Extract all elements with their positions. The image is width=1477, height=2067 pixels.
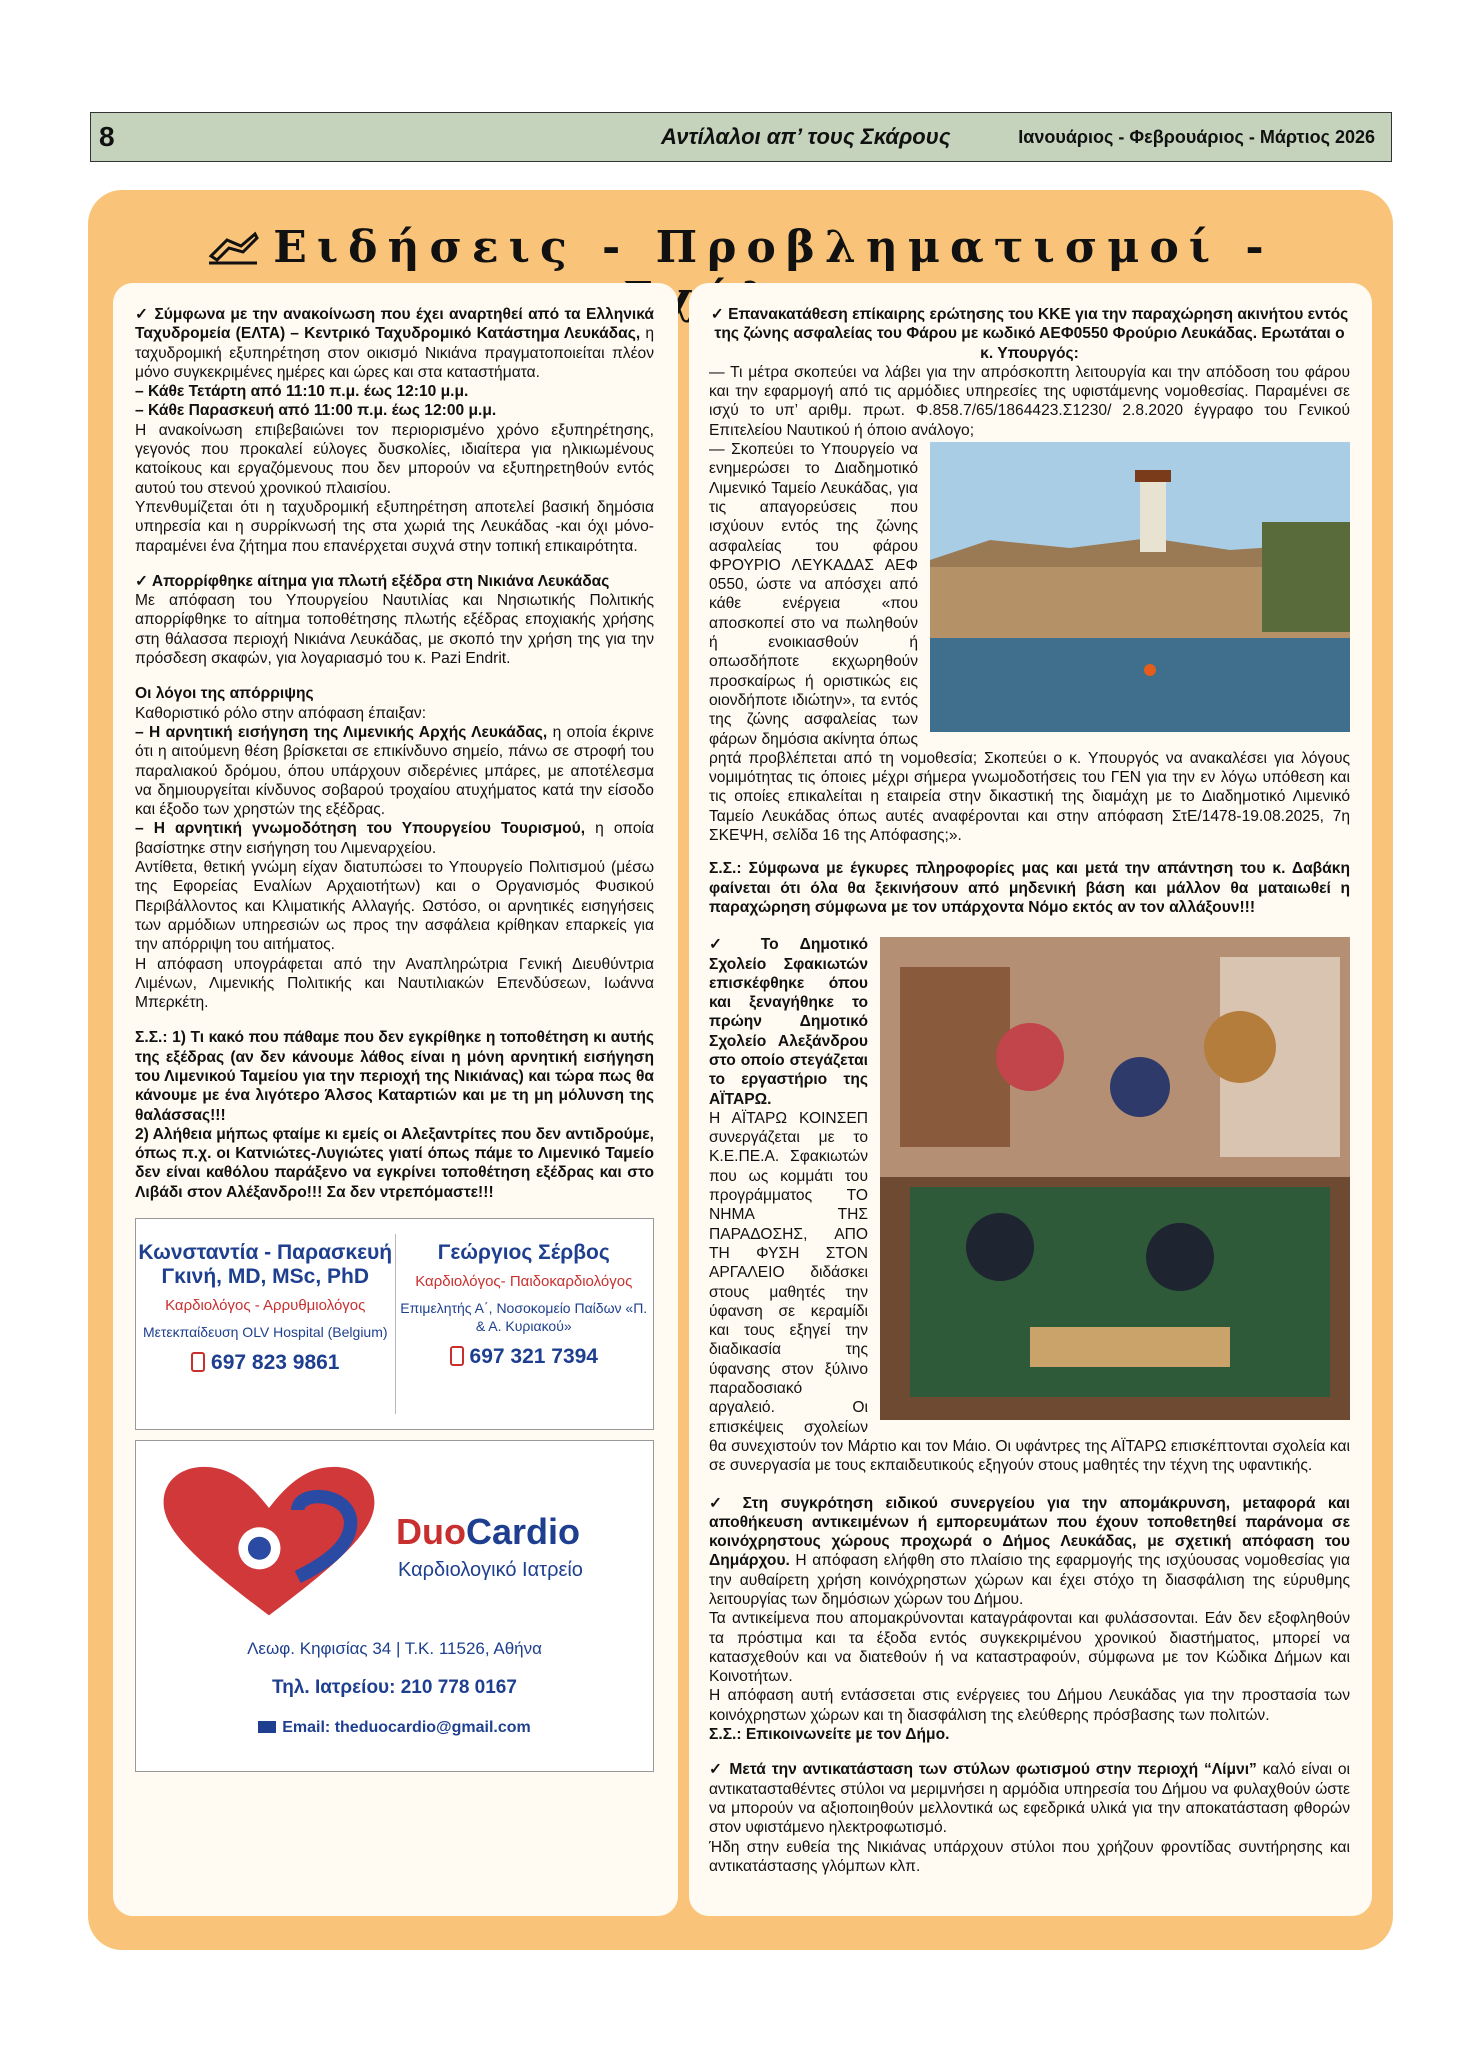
article-lighthouse <box>709 305 1350 917</box>
article-title: ✓ Επανακατάθεση επίκαιρης ερώτησης του ΚΚΕ για την παραχώρηση ακινήτου εντός της ζώνης ασφαλείας του Φάρου με κωδικό ΑΕΦ0550 Φρούριο Λευκάδας. Ερωτάται ο κ. Υπουργός: <box>710 306 1349 362</box>
reason-title: – Η αρνητική εισήγηση της Λιμενικής Αρχής Λευκάδας, <box>135 723 548 741</box>
article-weaving <box>709 935 1350 1475</box>
lighthouse-fortress-photo <box>930 442 1350 732</box>
article-public-spaces <box>709 1494 1350 1745</box>
article-text: Η ανακοίνωση επιβεβαιώνει τον περιορισμένο χρόνο εξυπηρέτησης, γεγονός που προκαλεί εύλογες δυσκολίες, ιδιαίτερα για ηλικιωμένους κατοίκους και εργαζόμενους που δεν μπορούν να εξυπηρετηθούν εντός αυτού του στενού χρονικού πλαισίου. <box>135 421 654 497</box>
article-title: ✓ Μετά την αντικατάσταση των στύλων φωτισμού στην περιοχή “Λίμνι” <box>709 1761 1257 1779</box>
article-text: Υπενθυμίζεται ότι η ταχυδρομική εξυπηρέτηση αποτελεί βασική δημόσια υπηρεσία και η συρρίκνωσή της στα χωριά της Λευκάδας -και όχι μόνο- παραμένει ένα ζήτημα που επανέρχεται συχνά στην τοπική επικαιρότητα. <box>135 498 654 555</box>
doctor-card <box>136 1219 395 1429</box>
clinic-email <box>136 1719 653 1737</box>
article-text: Η ΑΪΤΑΡΩ ΚΟΙΝΣΕΠ συνεργάζεται με το Κ.Ε.ΠΕ.Α. Σφακιωτών που ως κομμάτι του προγράμματος ΤΟ ΝΗΜΑ ΤΗΣ ΠΑΡΑΔΟΣΗΣ, ΑΠΟ ΤΗ ΦΥΣΗ ΣΤΟΝ ΑΡΓΑΛΕΙΟ διδάσκει στους μαθητές την ύφανση σε κεραμίδι και τους εξηγεί την διαδικασία της ύφανσης στον ξύλινο παραδοσιακό αργαλειό. Οι επισκέψεις σχολείων θα συνεχιστούν τον Μάρτιο και τον Μάιο. Οι υφάντρες της ΑΪΤΑΡΩ επισκέπτονται σχολεία και σε συνεργασία με τους εκπαιδευτικούς εξηγούν στους μαθητές την τέχνη της υφαντικής. <box>709 1109 1350 1475</box>
left-column <box>113 283 678 1916</box>
email-text: Email: theduocardio@gmail.com <box>282 1719 531 1737</box>
article-rejection-reasons <box>135 684 654 1012</box>
article-title: Οι λόγοι της απόρριψης <box>135 685 314 703</box>
news-section <box>88 190 1393 1950</box>
doctor-extra: Μετεκπαίδευση OLV Hospital (Belgium) <box>142 1324 388 1341</box>
section-title-text: Ειδήσεις - Προβληματισμοί - <box>273 222 1274 273</box>
page-header <box>90 112 1392 162</box>
right-column <box>689 283 1372 1916</box>
editor-comment <box>135 1028 654 1202</box>
article-pier <box>135 572 654 668</box>
writing-hand-icon <box>207 226 259 266</box>
article-text: η ταχυδρομική εξυπηρέτηση στον οικισμό Νικιάνα πραγματοποιείται πλέον μόνο συγκεκριμένες ημέρες και ώρες και στα καταστήματα. <box>135 325 654 381</box>
brand-part: Duo <box>396 1511 466 1553</box>
doctor-phone <box>395 1345 654 1369</box>
issue-date: Ιανουάριος - Φεβρουάριος - Μάρτιος 2026 <box>1018 127 1375 147</box>
article-text: Η απόφαση αυτή εντάσσεται στις ενέργειες του Δήμου Λευκάδας για την προστασία των κοινόχρηστων χώρων και τη διασφάλιση της ελεύθερης πρόσβασης των πολιτών. <box>709 1687 1350 1724</box>
clinic-subtitle: Καρδιολογικό Ιατρείο <box>398 1559 583 1582</box>
schedule-friday: – Κάθε Παρασκευή από 11:00 π.μ. έως 12:00 μ.μ. <box>135 402 497 420</box>
article-text: η οποία έκρινε ότι η αιτούμενη θέση βρίσκεται σε επικίνδυνο σημείο, πάνω σε στροφή του παραλιακού δρόμου, όπου υπάρχουν σιδερένιες μπάρες, με αποτέλεσμα να δημιουργείται κίνδυνος σοβαρού τροχαίου ατυχήματος κατά την είσοδο και έξοδο των χρηστών της εξέδρας. <box>135 723 654 819</box>
doctor-name: Γεώργιος Σέρβος <box>437 1241 610 1265</box>
doctors-advert <box>135 1218 654 1430</box>
editor-comment-text: Σ.Σ.: 1) Τι κακό που πάθαμε που δεν εγκρίθηκε η τοποθέτηση κι αυτής της εξέδρας (αν δεν κάνουμε λάθος είναι η μόνη αρνητική εισήγηση του Λιμενικού Ταμείου για την περιοχή της Νικιάνας) και τώρα πως θα κάνουμε με ένα λιγότερο Άλσος Καταρτιών και με τη μη μόλυνση της θαλάσσας!!! <box>135 1029 654 1124</box>
phone-number: 697 321 7394 <box>469 1345 598 1369</box>
article-title: ✓ Το Δημοτικό Σχολείο Σφακιωτών επισκέφθηκε όπου και ξεναγήθηκε το πρώην Δημοτικό Σχολείο Αλεξάνδρου στο οποίο στεγάζεται το εργαστήριο της ΑΪΤΑΡΩ. <box>709 936 868 1108</box>
email-icon <box>258 1721 276 1733</box>
clinic-brand <box>396 1511 580 1553</box>
article-text: Καθοριστικό ρόλο στην απόφαση έπαιξαν: <box>135 704 427 722</box>
editor-comment-text: 2) Αλήθεια μήπως φταίμε κι εμείς οι Αλεξαντρίτες που δεν αντιδρούμε, όπως π.χ. οι Κατνιώτες-Λυγιώτες γιατί όπως πάμε το Λιμενικό Ταμείο δεν είναι καθόλου παράξενο να εγκρίνει τοποθέτηση εξέδρας και στο Λιβάδι στον Αλέξανδρο!!! Σα δεν ντρεπόμαστε!!! <box>135 1125 654 1201</box>
clinic-address: Λεωφ. Κηφισίας 34 | Τ.Κ. 11526, Αθήνα <box>247 1639 542 1659</box>
article-text: Με απόφαση του Υπουργείου Ναυτιλίας και Νησιωτικής Πολιτικής απορρίφθηκε το αίτημα τοποθέτησης πλωτής εξέδρας εποχιακής χρήσης στη θάλασσα περιοχή Νικιάνα Λευκάδας, με σκοπό την χρήση της για την πρόσδεση σκαφών, για λογαριασμό του κ. Pazi Endrit. <box>135 592 654 668</box>
article-text: Η απόφαση ελήφθη στο πλαίσιο της εφαρμογής της ισχύουσας νομοθεσίας για την αυθαίρετη χρήση κοινόχρηστων χώρων και έχει στόχο τη διασφάλιση της εύρυθμης λειτουργίας των δημόσιων χώρων του Δήμου. <box>709 1552 1350 1608</box>
doctor-name: Κωνσταντία - Παρασκευή Γκινή, MD, MSc, PhD <box>138 1241 393 1289</box>
clinic-advert <box>135 1440 654 1772</box>
doctor-card <box>395 1219 654 1429</box>
article-title: ✓ Απορρίφθηκε αίτημα για πλωτή εξέδρα στη Νικιάνα Λευκάδας <box>135 572 610 590</box>
phone-icon <box>191 1352 205 1372</box>
phone-icon <box>450 1346 464 1366</box>
editor-comment-text: Σ.Σ.: Σύμφωνα με έγκυρες πληροφορίες μας και μετά την απάντηση του κ. Δαβάκη φαίνεται ότι όλα θα ξεκινήσουν από μηδενική βάση και μάλλον θα ματαιωθεί η παραχώρηση σύμφωνα με τον υπάρχοντα Νόμο εκτός αν τον αλλάξουν!!! <box>709 860 1350 916</box>
heart-logo-icon <box>154 1461 384 1626</box>
phone-number: 697 823 9861 <box>211 1351 340 1375</box>
article-text: Τα αντικείμενα που απομακρύνονται καταγράφονται και φυλάσσονται. Εάν δεν εξοφληθούν τα πρόστιμα και τα έξοδα εντός συγκεκριμένου χρονικού διαστήματος, μπορεί να κατασχεθούν και να διατεθούν ή να καταστραφούν, σύμφωνα με τον Κώδικα Δήμων και Κοινοτήτων. <box>709 1610 1350 1686</box>
doctor-phone <box>136 1351 395 1375</box>
doctor-extra: Επιμελητής Α΄, Νοσοκομείο Παίδων «Π. & Α. Κυριακού» <box>400 1300 648 1335</box>
article-text: καλό είναι οι αντικατασταθέντες στύλοι να μεριμνήσει η αρμόδια υπηρεσία του Δήμου να φυλαχθούν ώστε να μπορούν να αξιοποιηθούν μελλοντικά ως εφεδρικά υλικά για την αποκατάσταση φθορών στον υφιστάμενο ηλεκτροφωτισμό. <box>709 1761 1350 1837</box>
article-text: Αντίθετα, θετική γνώμη είχαν διατυπώσει το Υπουργείο Πολιτισμού (μέσω της Εφορείας Εναλίων Αρχαιοτήτων) και ο Οργανισμός Φυσικού Περιβάλλοντος και Κλιματικής Αλλαγής. Ωστόσο, οι αρνητικές εισηγήσεις των αρμόδιων υπηρεσιών ως προς την ασφάλεια κρίθηκαν επαρκείς για την απόρριψη του αιτήματος. <box>135 859 654 954</box>
page-number: 8 <box>99 121 115 152</box>
brand-part: Cardio <box>465 1511 580 1553</box>
clinic-phone: Τηλ. Ιατρείου: 210 778 0167 <box>272 1677 517 1699</box>
article-text: η οποία βασίστηκε στην εισήγηση του Λιμεναρχείου. <box>135 820 654 857</box>
article-lead: ✓ Σύμφωνα με την ανακοίνωση που έχει αναρτηθεί από τα Ελληνικά Ταχυδρομεία (ΕΛΤΑ) – Κεντρικό Ταχυδρομικό Κατάστημα Λευκάδας, <box>135 306 654 343</box>
article-title: ✓ Στη συγκρότηση ειδικού συνεργείου για την απομάκρυνση, μεταφορά και αποθήκευση αντικειμένων ή εμπορευμάτων που έχουν τοποθετηθεί παράνομα σε κοινόχρηστους χώρους προχωρά ο Δήμος Λευκάδας, με σχετική απόφαση του Δημάρχου. <box>709 1494 1350 1570</box>
school-visit-photo <box>880 937 1350 1420</box>
article-street-lights <box>709 1760 1350 1876</box>
schedule-wednesday: – Κάθε Τετάρτη από 11:10 π.μ. έως 12:10 μ.μ. <box>135 383 469 401</box>
article-text: Ήδη στην ευθεία της Νικιάνας υπάρχουν στύλοι που χρήζουν φροντίδας συντήρησης και αντικατάστασης γλόμπων κλπ. <box>709 1838 1350 1875</box>
article-text: — Τι μέτρα σκοπεύει να λάβει για την απρόσκοπτη λειτουργία και την απόδοση του φάρου και την εφαρμογή από τις αρμόδιες υπηρεσίες της υφιστάμενης νομοθεσίας. Παραμένει σε ισχύ το υπ’ αριθμ. πρωτ. Φ.858.7/65/1864423.Σ1230/ 2.8.2020 έγγραφο του Γενικού Επιτελείου Ναυτικού ή όποιο ανάλογο; <box>709 363 1350 439</box>
doctor-specialty: Καρδιολόγος- Παιδοκαρδιολόγος <box>415 1273 633 1291</box>
article-post-office <box>135 305 654 556</box>
editor-comment-text: Σ.Σ.: Επικοινωνείτε με τον Δήμο. <box>709 1726 950 1744</box>
reason-title: – Η αρνητική γνωμοδότηση του Υπουργείου Τουρισμού, <box>135 820 586 838</box>
article-text: Η απόφαση υπογράφεται από την Αναπληρώτρια Γενική Διευθύντρια Λιμένων, Λιμενικής Πολιτικής και Ναυτιλιακών Επενδύσεων, Ιωάννα Μπερκέτη. <box>135 955 654 1012</box>
doctor-specialty: Καρδιολόγος - Αρρυθμιολόγος <box>165 1297 366 1315</box>
publication-name: Αντίλαλοι απ’ τους Σκάρους <box>661 124 951 149</box>
article-text: — Σκοπεύει το Υπουργείο να ενημερώσει το Διαδημοτικό Λιμενικό Ταμείο Λευκάδας, για τις απαγορεύσεις που ισχύουν εντός της ζώνης ασφαλείας του φάρου ΦΡΟΥΡΙΟ ΛΕΥΚΑΔΑΣ ΑΕΦ 0550, ώστε να απόσχει από κάθε ενέργεια «που αποσκοπεί στο να πωληθούν ή ενοικιασθούν ή οπωσδήποτε εκχωρηθούν προσκαίρως ή οριστικώς εις οιονδήποτε ιδιώτην», τα εντός της ζώνης ασφαλείας των φάρων δημόσια ακίνητα όπως ρητά προβλέπεται από τη νομοθεσία; Σκοπεύει ο κ. Υπουργός να ανακαλέσει για λόγους νομιμότητας τις όποιες μέχρι σήμερα γνωμοδοτήσεις του ΓΕΝ για την εν λόγω υπόθεση και τις οποίες επικαλείται η εταιρεία στην δικαστική της διαμάχη με το Διαδημοτικό Λιμενικό Ταμείο Λευκάδας όπως αυτές αναφέρονται και στην απόφαση ΣτΕ/1478-19.08.2025, 7η ΣΚΕΨΗ, σελίδα 16 της Απόφασης;». <box>709 441 1350 845</box>
